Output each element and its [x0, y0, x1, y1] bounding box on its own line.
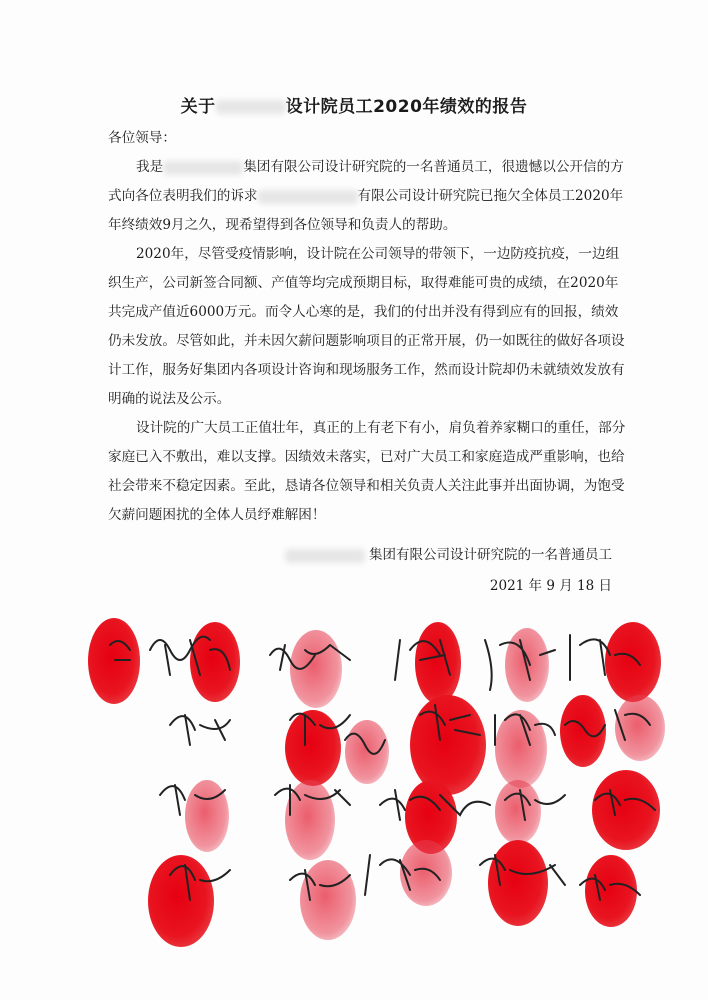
title-suffix: 设计院员工2020年绩效的报告: [285, 97, 528, 117]
signature-org-line: [240, 540, 612, 571]
paragraph-1-middle: 集团有限公司设计研究院的一名普通员工，很遗憾以公开信的方式向各位表明我们的诉求: [108, 159, 624, 204]
redacted-region: [258, 190, 358, 204]
document-title: [0, 92, 708, 117]
paragraph-1: [108, 153, 628, 240]
redacted-region: [216, 100, 286, 114]
redacted-region: [163, 161, 243, 175]
redacted-region: [285, 549, 365, 563]
signature-date: 2021 年 9 月 18 日: [489, 578, 612, 594]
signature-block: [240, 540, 612, 602]
handwritten-signatures: [0, 600, 708, 1000]
salutation: 各位领导：: [108, 130, 176, 146]
letter-body: [108, 124, 628, 530]
handwritten-signature-strokes: [110, 635, 655, 900]
title-prefix: 关于: [180, 97, 216, 117]
fingerprint-signatures: [0, 600, 708, 1000]
paragraph-3: 设计院的广大员工正值壮年，真正的上有老下有小，肩负着养家糊口的重任，部分家庭已入不敷出，难以支撑。因绩效未落实，已对广大员工和家庭造成严重影响，也给社会带来不稳定因素。至此，恳请各位领导和相关负责人关注此事并出面协调，为饱受欠薪问题困扰的全体人员纾难解困！: [108, 420, 626, 523]
paragraph-2: 2020年，尽管受疫情影响，设计院在公司领导的带领下，一边防疫抗疫，一边组织生产，公司新签合同额、产值等均完成预期目标，取得难能可贵的成绩，在2020年共完成产值近6000万元。而令人心寒的是，我们的付出并没有得到应有的回报，绩效仍未发放。尽管如此，并未因欠薪问题影响项目的正常开展，仍一如既往的做好各项设计工作，服务好集团内各项设计咨询和现场服务工作，然而设计院却仍未就绩效发放有明确的说法及公示。: [108, 246, 625, 407]
paragraph-1-start: 我是: [136, 159, 164, 175]
paragraph-1-end: 有限公司设计研究院已拖欠全体员工2020年年终绩效9月之久，现希望得到各位领导和负责人的帮助。: [108, 188, 624, 233]
signature-org: 集团有限公司设计研究院的一名普通员工: [369, 547, 612, 563]
